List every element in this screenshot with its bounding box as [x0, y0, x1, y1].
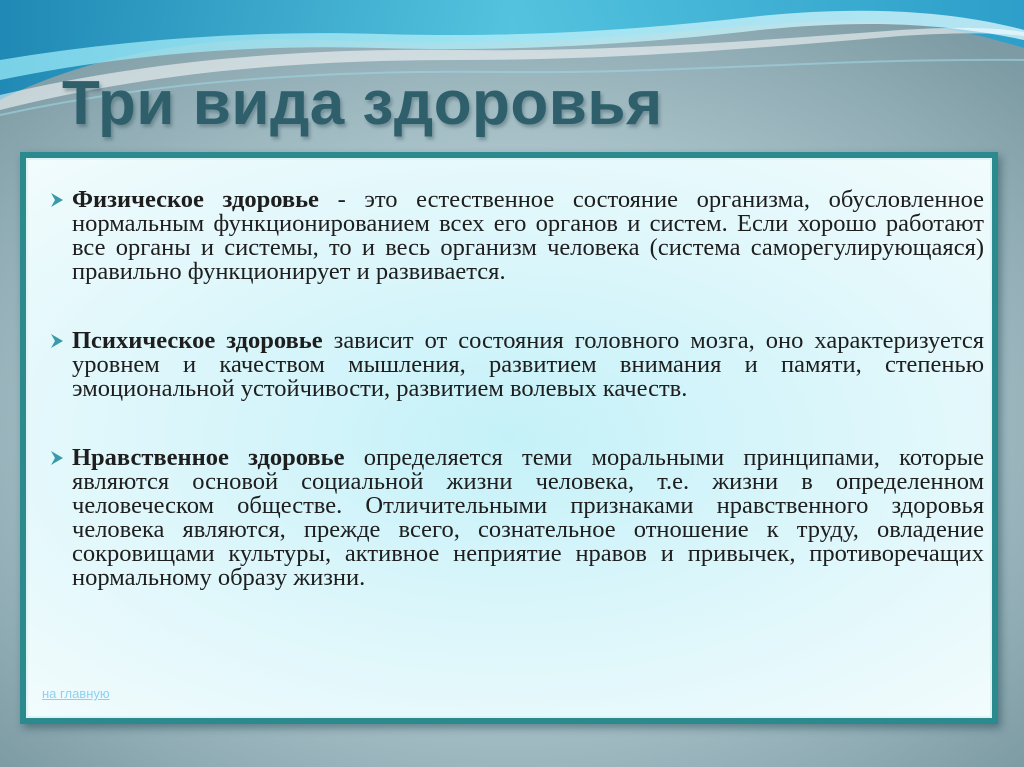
slide-title: Три вида здоровья — [62, 69, 663, 138]
item-text: определяется теми моральными принципами, которые являются основой социальной жизни человека, т.е. жизни в определенном человеческом обществе. Отличительными признаками нравственного здоровья человека являются, прежде всего, сознательное отношение к труду, овладение сокровищами культуры, активное неприятие нравов и привычек, противоречащих нормальному образу жизни. — [72, 444, 984, 591]
list-item-moral-health — [44, 446, 984, 590]
content-list — [44, 188, 984, 635]
content-frame — [20, 152, 998, 724]
item-text: - это естественное состояние организма, обусловленное нормальным функционированием всех его органов и систем. Если хорошо работают все органы и системы, то и весь организм человека (система саморегулирующаяся) правильно функционирует и развивается. — [72, 186, 984, 285]
item-text: зависит от состояния головного мозга, оно характеризуется уровнем и качеством мышления, развитием внимания и памяти, степенью эмоциональной устойчивости, развитием волевых качеств. — [72, 327, 984, 402]
chevron-right-arrow-icon — [48, 332, 66, 350]
list-item-physical-health — [44, 188, 984, 284]
item-term: Психическое здоровье — [72, 327, 323, 354]
list-item-mental-health — [44, 329, 984, 401]
item-term: Физическое здоровье — [72, 186, 319, 213]
item-term: Нравственное здоровье — [72, 444, 345, 471]
chevron-right-arrow-icon — [48, 449, 66, 467]
chevron-right-arrow-icon — [48, 191, 66, 209]
home-link[interactable]: на главную — [42, 686, 110, 701]
